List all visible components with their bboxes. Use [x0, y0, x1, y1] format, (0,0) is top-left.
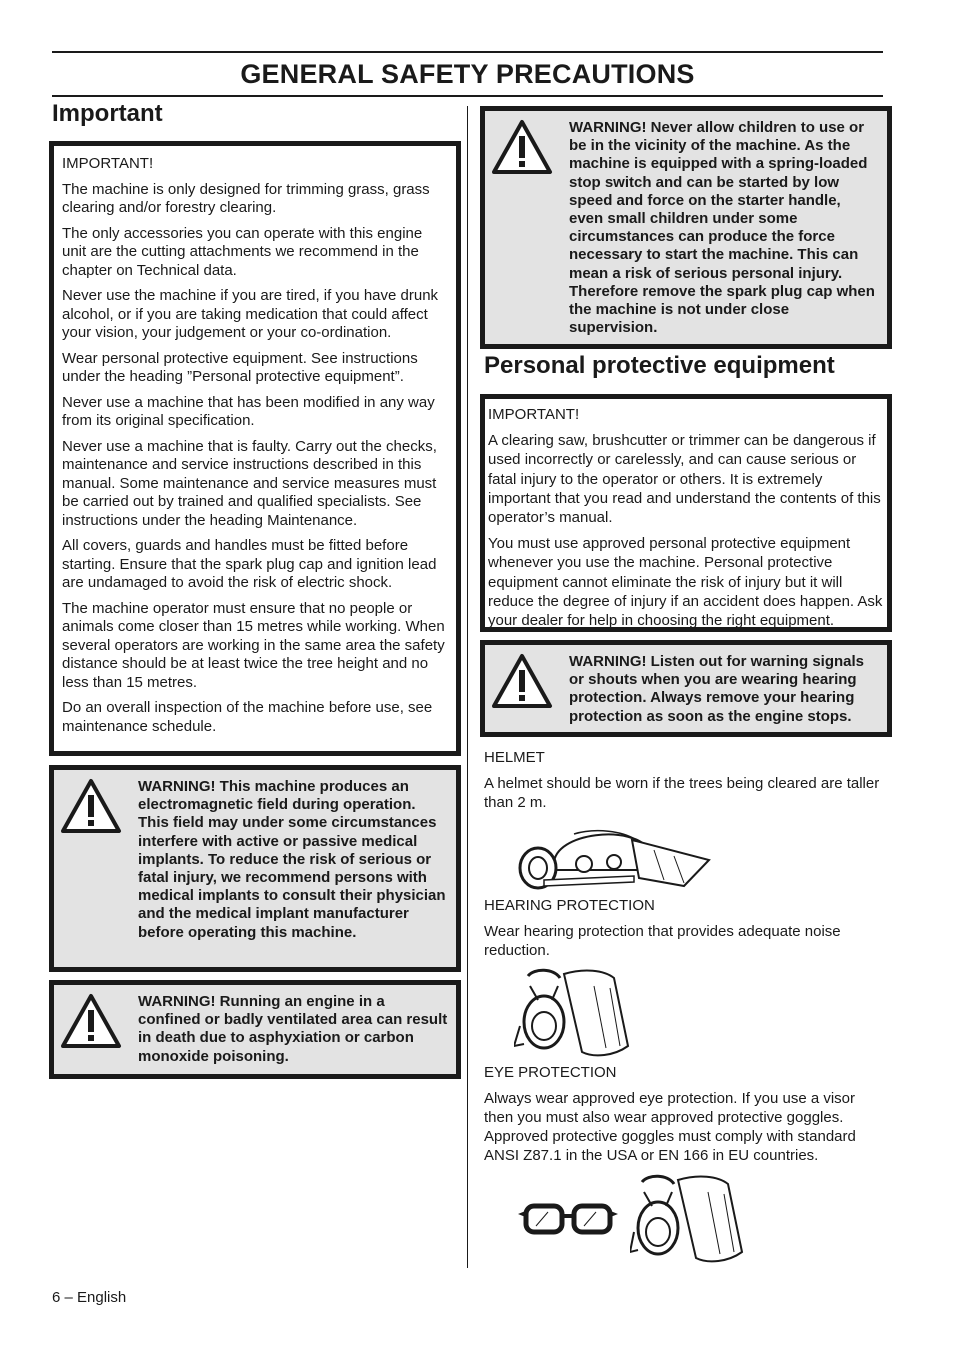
- ppe-important-box: [480, 394, 892, 632]
- hearing-label: HEARING PROTECTION: [484, 897, 655, 914]
- page-title-bar: [52, 51, 883, 97]
- important-notice-box: [49, 141, 461, 756]
- warning-text: WARNING! Running an engine in a confined or badly ventilated area can result in death due to asphyxiation or carbon monoxide poisoning.: [138, 993, 448, 1065]
- warning-text: WARNING! Listen out for warning signals or shouts when you are wearing hearing protection. Always remove your hearing protection as soon as the engine stops.: [569, 653, 865, 725]
- important-paragraph: Never use the machine if you are tired, if you have drunk alcohol, or if you are taking medication that could affect your vision, your judgement or your co-ordination.: [62, 287, 439, 341]
- visor-with-earmuffs-illustration: [630, 1172, 746, 1266]
- warning-box-children: [480, 106, 892, 349]
- warning-box-engine: [49, 980, 461, 1079]
- important-paragraph: Wear personal protective equipment. See instructions under the heading ”Personal protective equipment”.: [62, 349, 418, 385]
- page-footer: 6 – English: [52, 1289, 127, 1306]
- eye-section: [484, 1063, 884, 1172]
- warning-text: WARNING! Never allow children to use or be in the vicinity of the machine. As the machine is equipped with a spring-loaded stop switch and can be started by low speed and force on the starter handle, even small children under some circumstances can produce the force necessary to start the machine. This can mean a risk of serious personal injury. Therefore remove the spark plug cap when the machine is not under close supervision.: [569, 119, 875, 337]
- hearing-text: Wear hearing protection that provides adequate noise reduction.: [484, 923, 841, 959]
- important-label: IMPORTANT!: [62, 155, 154, 172]
- section-heading-ppe: Personal protective equipment: [484, 352, 835, 379]
- important-paragraph: Never use a machine that has been modified in any way from its original specification.: [62, 393, 435, 429]
- hearing-protection-illustration: [514, 966, 632, 1060]
- important-paragraph: The only accessories you can operate with this engine unit are the cutting attachments we recommend in the chapter on Technical data.: [62, 224, 423, 279]
- column-divider: [467, 106, 468, 1268]
- helmet-with-visor-illustration: [514, 820, 714, 892]
- important-label: IMPORTANT!: [488, 406, 580, 423]
- helmet-label: HELMET: [484, 749, 545, 766]
- hearing-section: [484, 896, 884, 967]
- important-paragraph: A clearing saw, brushcutter or trimmer can be dangerous if used incorrectly or carelessly, and can cause serious or fatal injury to the operator or others. It is extremely important that you read and understand the contents of this operator’s manual.: [488, 432, 881, 527]
- important-paragraph: The machine operator must ensure that no people or animals come closer than 15 metres while working. When several operators are working in the same area the safety distance should be at least twice the tree height and no less than 15 metres.: [62, 599, 445, 691]
- warning-triangle-icon: [60, 778, 122, 834]
- page-title: GENERAL SAFETY PRECAUTIONS: [240, 58, 695, 89]
- important-paragraph: Do an overall inspection of the machine before use, see maintenance schedule.: [62, 699, 433, 735]
- warning-box-hearing: [480, 640, 892, 737]
- goggles-illustration: [516, 1200, 620, 1240]
- warning-triangle-icon: [60, 993, 122, 1049]
- helmet-text: A helmet should be worn if the trees being cleared are taller than 2 m.: [484, 775, 880, 811]
- important-paragraph: Never use a machine that is faulty. Carry out the checks, maintenance and service instructions described in this manual. Some maintenance and service measures must be carried out by trained and qualified specialists. See instructions under the heading Maintenance.: [62, 437, 437, 529]
- important-paragraph: You must use approved personal protective equipment whenever you use the machine. Personal protective equipment cannot eliminate the risk of injury but it will reduce the degree of injury if an accident does happen. Ask your dealer for help in choosing the right equipment.: [488, 535, 883, 630]
- warning-text: WARNING! This machine produces an electromagnetic field during operation. This field may under some circumstances interfere with active or passive medical implants. To reduce the risk of serious or fatal injury, we recommend persons with medical implants to consult their physician and the medical implant manufacturer before operating this machine.: [138, 778, 446, 941]
- warning-triangle-icon: [491, 653, 553, 709]
- helmet-section: [484, 748, 884, 819]
- warning-triangle-icon: [491, 119, 553, 175]
- important-paragraph: All covers, guards and handles must be fitted before starting. Ensure that the spark plug cap and ignition lead are undamaged to avoid the risk of electric shock.: [62, 537, 437, 591]
- section-heading-important: Important: [52, 100, 163, 127]
- warning-box-emf: [49, 765, 461, 972]
- eye-text: Always wear approved eye protection. If you use a visor then you must also wear approved protective goggles. Approved protective goggles must comply with standard ANSI Z87.1 in the USA or EN 166 in EU countries.: [484, 1090, 856, 1164]
- eye-label: EYE PROTECTION: [484, 1064, 617, 1081]
- important-paragraph: The machine is only designed for trimming grass, grass clearing and/or forestry clearing.: [62, 180, 430, 216]
